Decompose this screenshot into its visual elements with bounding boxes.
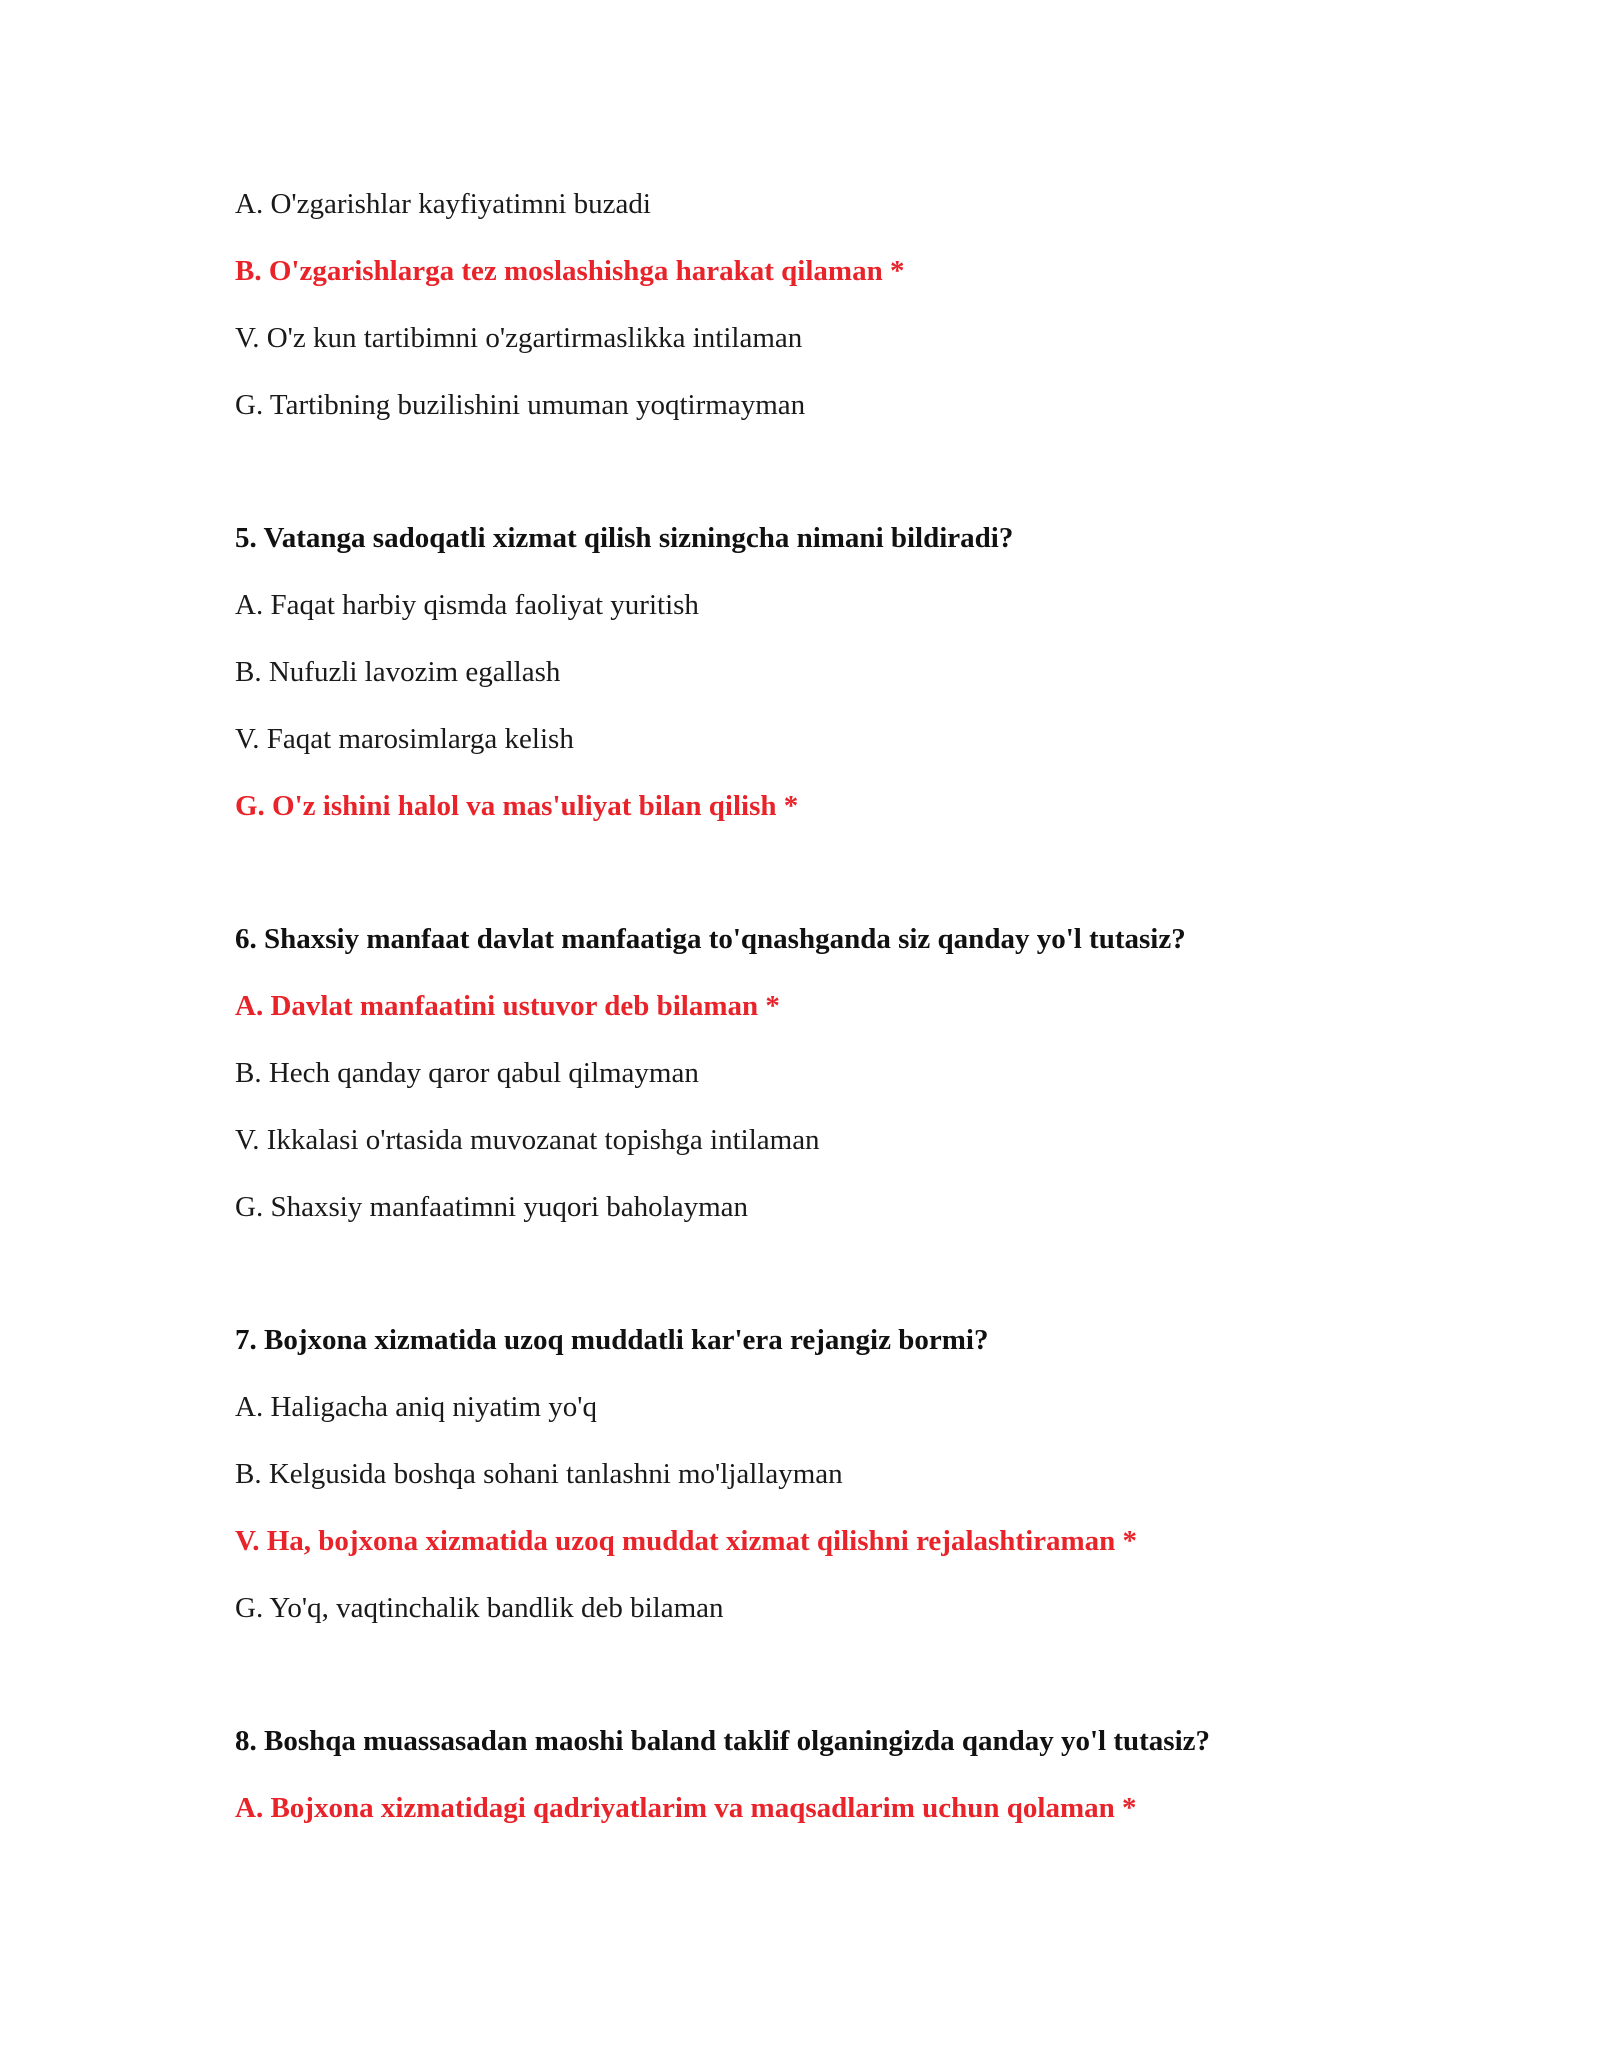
question-8: 8. Boshqa muassasadan maoshi baland taklif olganingizda qanday yo'l tutasiz?: [235, 1725, 1210, 1757]
question-6: 6. Shaxsiy manfaat davlat manfaatiga to'qnashganda siz qanday yo'l tutasiz?: [235, 923, 1186, 955]
option-b-correct: B. O'zgarishlarga tez moslashishga harakat qilaman *: [235, 255, 905, 287]
question-7-option-v-correct: V. Ha, bojxona xizmatida uzoq muddat xizmat qilishni rejalashtiraman *: [235, 1525, 1138, 1557]
option-v: V. O'z kun tartibimni o'zgartirmaslikka intilaman: [235, 322, 803, 354]
question-7: 7. Bojxona xizmatida uzoq muddatli kar'era rejangiz bormi?: [235, 1324, 989, 1356]
option-a: A. O'zgarishlar kayfiyatimni buzadi: [235, 188, 651, 220]
question-7-option-b: B. Kelgusida boshqa sohani tanlashni mo'ljallayman: [235, 1458, 843, 1490]
question-5-option-b: B. Nufuzli lavozim egallash: [235, 656, 561, 688]
option-g: G. Tartibning buzilishini umuman yoqtirmayman: [235, 389, 806, 421]
question-6-option-b: B. Hech qanday qaror qabul qilmayman: [235, 1057, 699, 1089]
question-8-option-a-correct: A. Bojxona xizmatidagi qadriyatlarim va maqsadlarim uchun qolaman *: [235, 1792, 1137, 1824]
question-5-option-v: V. Faqat marosimlarga kelish: [235, 723, 574, 755]
question-5-option-a: A. Faqat harbiy qismda faoliyat yuritish: [235, 589, 699, 621]
question-6-option-g: G. Shaxsiy manfaatimni yuqori baholayman: [235, 1191, 749, 1223]
question-7-option-a: A. Haligacha aniq niyatim yo'q: [235, 1391, 597, 1423]
question-6-option-a-correct: A. Davlat manfaatini ustuvor deb bilaman *: [235, 990, 780, 1022]
question-5-option-g-correct: G. O'z ishini halol va mas'uliyat bilan qilish *: [235, 790, 799, 822]
question-6-option-v: V. Ikkalasi o'rtasida muvozanat topishga intilaman: [235, 1124, 820, 1156]
question-5: 5. Vatanga sadoqatli xizmat qilish sizningcha nimani bildiradi?: [235, 522, 1014, 554]
question-7-option-g: G. Yo'q, vaqtinchalik bandlik deb bilaman: [235, 1592, 724, 1624]
